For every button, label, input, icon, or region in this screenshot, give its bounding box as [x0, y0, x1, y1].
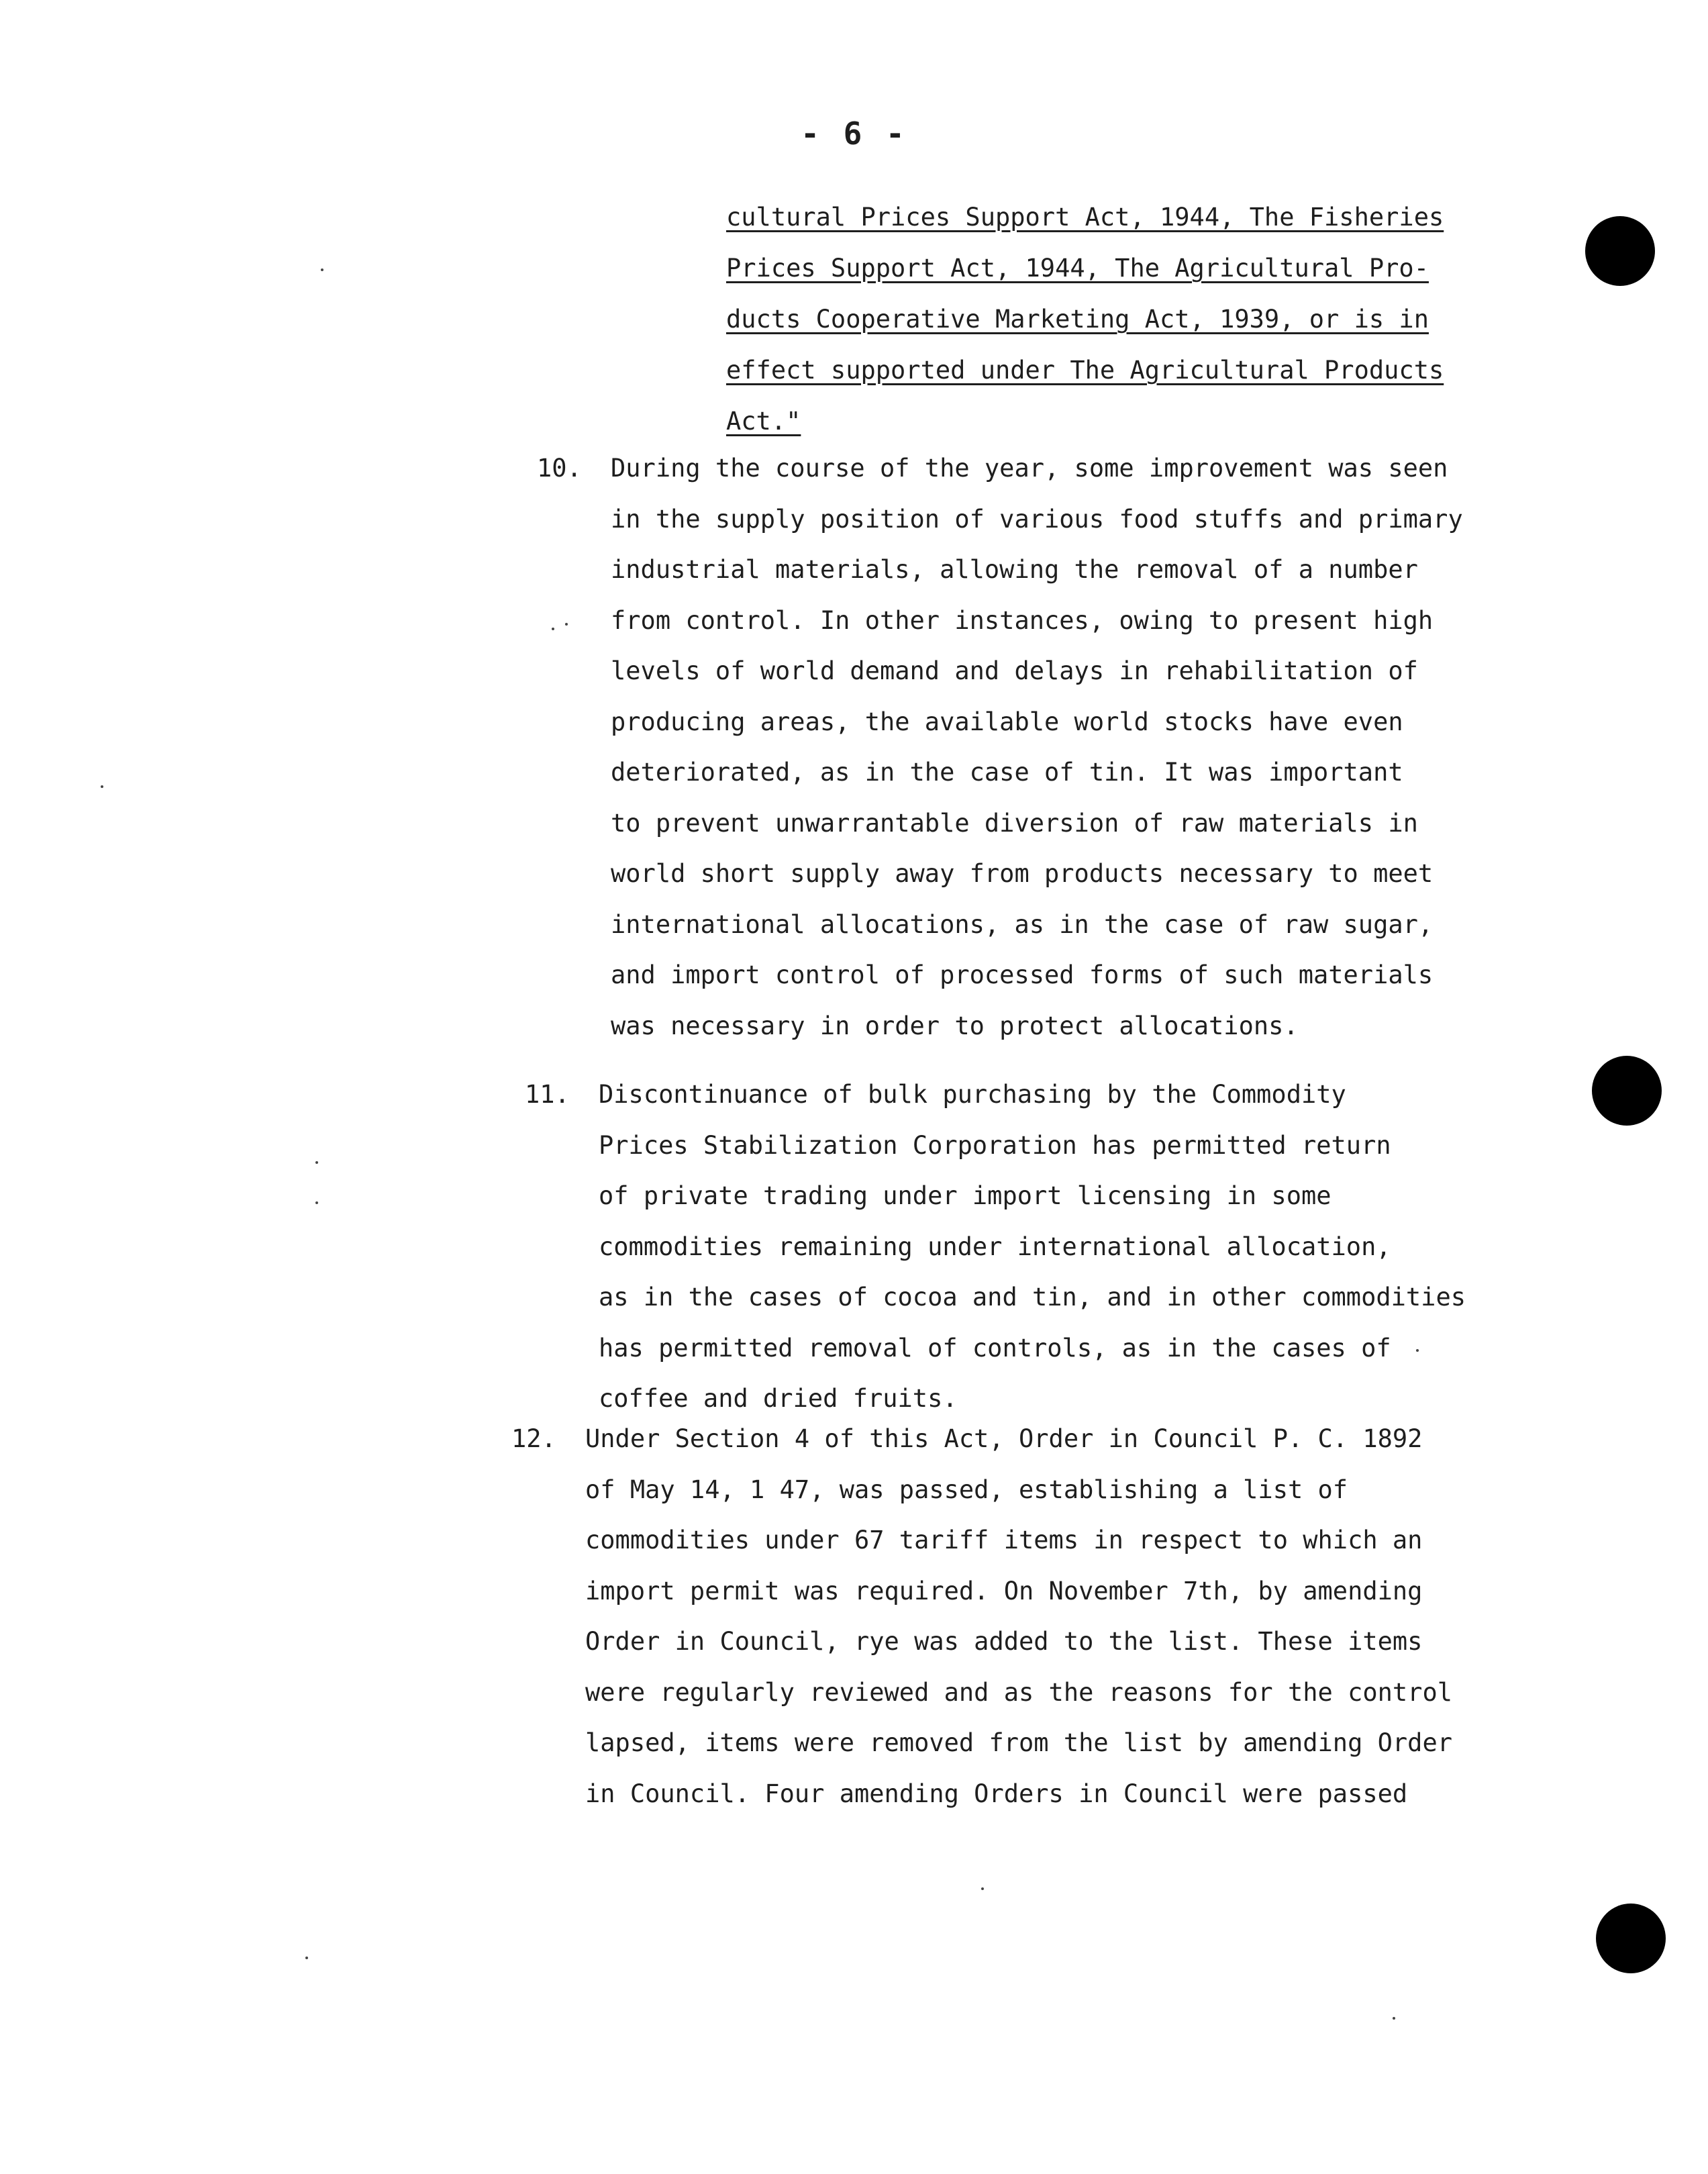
- scan-speck: [552, 628, 554, 630]
- paragraph-line: as in the cases of cocoa and tin, and in other commodities: [599, 1283, 1466, 1312]
- paragraph-number: 11.: [525, 1080, 570, 1109]
- page-number: - 6 -: [801, 115, 907, 152]
- paragraph-line: of May 14, 1 47, was passed, establishing a list of: [585, 1475, 1348, 1504]
- quoted-act-names: [726, 200, 1518, 455]
- paragraph-line: During the course of the year, some improvement was seen: [611, 454, 1448, 483]
- paragraph-line: in Council. Four amending Orders in Council were passed: [585, 1779, 1408, 1808]
- scan-speck: [305, 1957, 308, 1959]
- scan-speck: [1416, 1349, 1419, 1352]
- paragraph-line: Prices Stabilization Corporation has permitted return: [599, 1130, 1391, 1160]
- paragraph-line: commodities under 67 tariff items in respect to which an: [585, 1526, 1423, 1554]
- quote-line: ducts Cooperative Marketing Act, 1939, or is in: [726, 305, 1429, 334]
- paragraph-line: of private trading under import licensing in some: [599, 1181, 1332, 1210]
- paragraph-number: 10.: [537, 454, 582, 483]
- binder-hole: [1592, 1056, 1662, 1126]
- scan-speck: [321, 268, 323, 271]
- paragraph-line: has permitted removal of controls, as in the cases of: [599, 1333, 1391, 1363]
- paragraph-body: [611, 451, 1463, 1059]
- quote-line: Prices Support Act, 1944, The Agricultural Pro-: [726, 254, 1429, 283]
- paragraph-line: from control. In other instances, owing to present high: [611, 605, 1434, 635]
- paragraph-line: deteriorated, as in the case of tin. It was important: [611, 758, 1403, 787]
- paragraph-line: international allocations, as in the case of raw sugar,: [611, 909, 1434, 939]
- paragraph-line: commodities remaining under international allocation,: [599, 1232, 1391, 1261]
- paragraph-line: was necessary in order to protect allocations.: [611, 1011, 1299, 1040]
- paragraph-line: to prevent unwarrantable diversion of raw materials in: [611, 808, 1418, 838]
- quote-line: cultural Prices Support Act, 1944, The Fisheries: [726, 203, 1444, 232]
- paragraph-line: were regularly reviewed and as the reasons for the control: [585, 1677, 1453, 1707]
- paragraph-line: coffee and dried fruits.: [599, 1384, 958, 1413]
- paragraph-line: Under Section 4 of this Act, Order in Council P. C. 1892: [585, 1424, 1423, 1453]
- paragraph-line: and import control of processed forms of such materials: [611, 960, 1434, 989]
- paragraph-number: 12.: [511, 1424, 556, 1453]
- paragraph-line: Discontinuance of bulk purchasing by the Commodity: [599, 1080, 1346, 1109]
- binder-hole: [1585, 216, 1655, 286]
- paragraph-line: world short supply away from products necessary to meet: [611, 859, 1434, 888]
- paragraph-line: in the supply position of various food stuffs and primary: [611, 504, 1463, 534]
- binder-hole: [1596, 1904, 1666, 1973]
- scan-speck: [1393, 2017, 1395, 2020]
- paragraph-body: [599, 1077, 1466, 1432]
- quote-line: effect supported under The Agricultural Products: [726, 356, 1444, 385]
- quote-line: Act.": [726, 407, 801, 436]
- scan-speck: [315, 1161, 318, 1164]
- scan-speck: [315, 1201, 318, 1204]
- paragraph-line: industrial materials, allowing the removal of a number: [611, 555, 1418, 584]
- paragraph-line: Order in Council, rye was added to the list. These items: [585, 1627, 1423, 1656]
- paragraph-line: producing areas, the available world stocks have even: [611, 707, 1403, 736]
- scan-speck: [565, 623, 568, 626]
- scan-speck: [101, 785, 103, 788]
- scan-speck: [981, 1887, 984, 1890]
- paragraph-line: levels of world demand and delays in rehabilitation of: [611, 656, 1418, 685]
- paragraph-line: import permit was required. On November 7th, by amending: [585, 1576, 1423, 1605]
- paragraph-line: lapsed, items were removed from the list by amending Order: [585, 1728, 1453, 1757]
- paragraph-body: [585, 1422, 1452, 1827]
